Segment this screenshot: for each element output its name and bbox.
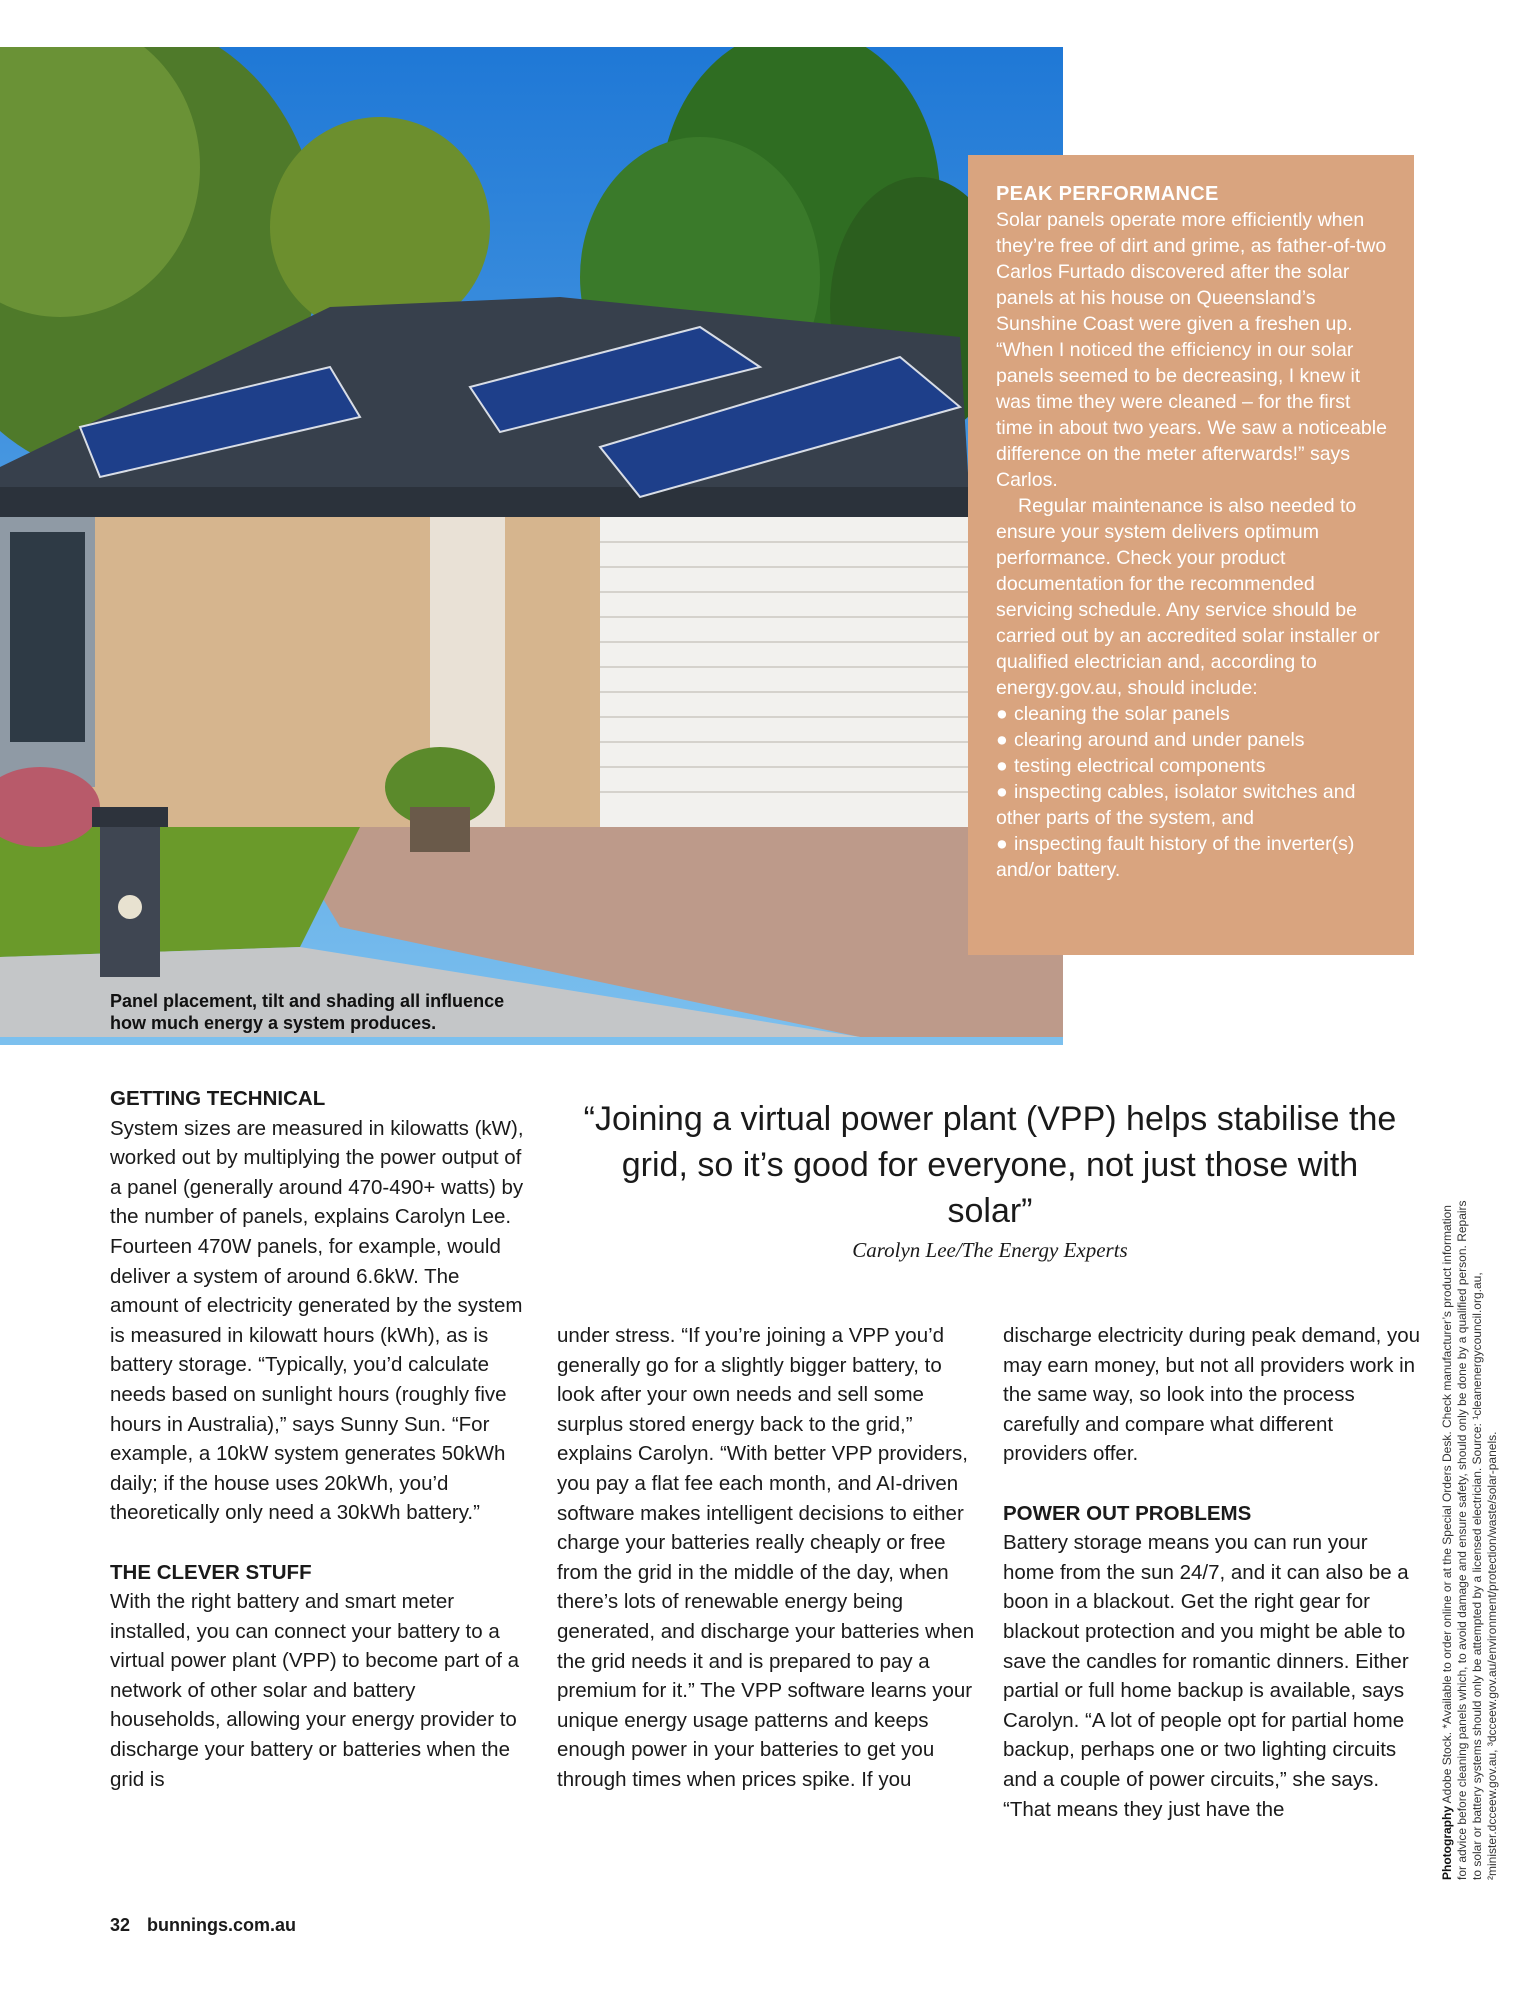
list-item: ● cleaning the solar panels <box>996 703 1230 725</box>
heading-power-out-problems: POWER OUT PROBLEMS <box>1003 1501 1252 1525</box>
list-item: ● clearing around and under panels <box>996 729 1305 751</box>
photo-caption <box>110 990 570 1034</box>
photo-credits: Photography Adobe Stock. *Available to order online or at the Special Orders Desk. Check manufacturer’s product information for advice before cleaning panels which, to avoid damage and ensure safety, should only be done by a qualified person. Repairs to solar or battery systems should only be attempted by a licensed electrician. Source: ¹cleanenergycouncil.org.au, ²minister.dcceew.gov.au, ³dcceew.gov.au/environment/protection/waste/solar-panels. <box>1440 1200 1499 1880</box>
heading-getting-technical: GETTING TECHNICAL <box>110 1087 326 1110</box>
article-column-2 <box>557 1321 977 1795</box>
house-illustration <box>0 47 1063 1045</box>
bullet-icon: ● <box>996 781 1008 803</box>
paragraph: under stress. “If you’re joining a VPP you’d generally go for a slightly bigger battery, to look after your own needs and sell some surplus stored energy back to the grid,” explains Carolyn. “With better VPP providers, you pay a flat fee each month, and AI-driven software makes intelligent decisions to either charge your batteries really cheaply or free from the grid in the middle of the day, when there’s lots of renewable energy being generated, and discharge your batteries when the grid needs it and is prepared to pay a premium for it.” The VPP software learns your unique energy usage patterns and keeps enough power in your batteries to get you through times when prices spike. If you <box>557 1324 975 1791</box>
heading-clever-stuff: THE CLEVER STUFF <box>110 1560 312 1584</box>
sidebar-title: PEAK PERFORMANCE <box>996 183 1219 205</box>
paragraph: With the right battery and smart meter installed, you can connect your battery to a virtual power plant (VPP) to become part of a network of other solar and battery households, allowing your energy provider to discharge your battery or batteries when the grid is <box>110 1590 520 1791</box>
bullet-icon: ● <box>996 729 1008 751</box>
sidebar-paragraph-1: Solar panels operate more efficiently when they’re free of dirt and grime, as father-of-two Carlos Furtado discovered after the solar panels at his house on Queensland’s Sunshine Coast were given a freshen up. “When I noticed the efficiency in our solar panels seemed to be decreasing, I knew it was time they were cleaned – for the first time in about two years. We saw a noticeable difference on the meter afterwards!” says Carlos. <box>996 209 1387 491</box>
caption-line-1: Panel placement, tilt and shading all influence <box>110 991 505 1011</box>
paragraph: Battery storage means you can run your home from the sun 24/7, and it can also be a boon in a blackout. Get the right gear for blackout protection and you might be able to save the candles for romantic dinners. Either partial or full home backup is available, says Carolyn. “A lot of people opt for partial home backup, perhaps one or two lighting circuits and a couple of power circuits,” she says. “That means they just have the <box>1003 1531 1409 1821</box>
sidebar-paragraph-2: Regular maintenance is also needed to ensure your system delivers optimum performance. Check your product documentation for the recommended servicing schedule. Any service should be carried out by an accredited solar installer or qualified electrician and, according to energy.gov.au, should include: <box>996 495 1380 699</box>
quote-attribution: Carolyn Lee/The Energy Experts <box>852 1238 1128 1262</box>
bullet-icon: ● <box>996 703 1008 725</box>
bullet-icon: ● <box>996 833 1008 855</box>
maintenance-list <box>996 701 1391 883</box>
page-footer <box>110 1915 296 1936</box>
list-item: ● inspecting cables, isolator switches and other parts of the system, and <box>996 781 1356 829</box>
list-item: ● inspecting fault history of the inverter(s) and/or battery. <box>996 833 1355 881</box>
article-column-1 <box>110 1084 530 1794</box>
paragraph: System sizes are measured in kilowatts (kW), worked out by multiplying the power output of a panel (generally around 470-490+ watts) by the number of panels, explains Carolyn Lee. Fourteen 470W panels, for example, would deliver a system of around 6.6kW. The amount of electricity generated by the system is measured in kilowatt hours (kWh), as is battery storage. “Typically, you’d calculate needs based on sunlight hours (roughly five hours in Australia),” says Sunny Sun. “For example, a 10kW system generates 50kWh daily; if the house uses 20kWh, you’d theoretically only need a 30kWh battery.” <box>110 1116 524 1525</box>
paragraph: discharge electricity during peak demand, you may earn money, but not all providers work in the same way, so look into the process carefully and compare what different providers offer. <box>1003 1324 1421 1466</box>
bullet-icon: ● <box>996 755 1008 777</box>
site-url: bunnings.com.au <box>147 1915 297 1935</box>
peak-performance-sidebar <box>968 155 1414 955</box>
pull-quote: “Joining a virtual power plant (VPP) helps stabilise the grid, so it’s good for everyone, not just those with solar” <box>583 1100 1397 1230</box>
list-item: ● testing electrical components <box>996 755 1266 777</box>
article-column-3 <box>1003 1321 1423 1824</box>
caption-line-2: how much energy a system produces. <box>110 1013 437 1033</box>
house-solar-photo <box>0 47 1063 1045</box>
page-number: 32 <box>110 1915 131 1935</box>
